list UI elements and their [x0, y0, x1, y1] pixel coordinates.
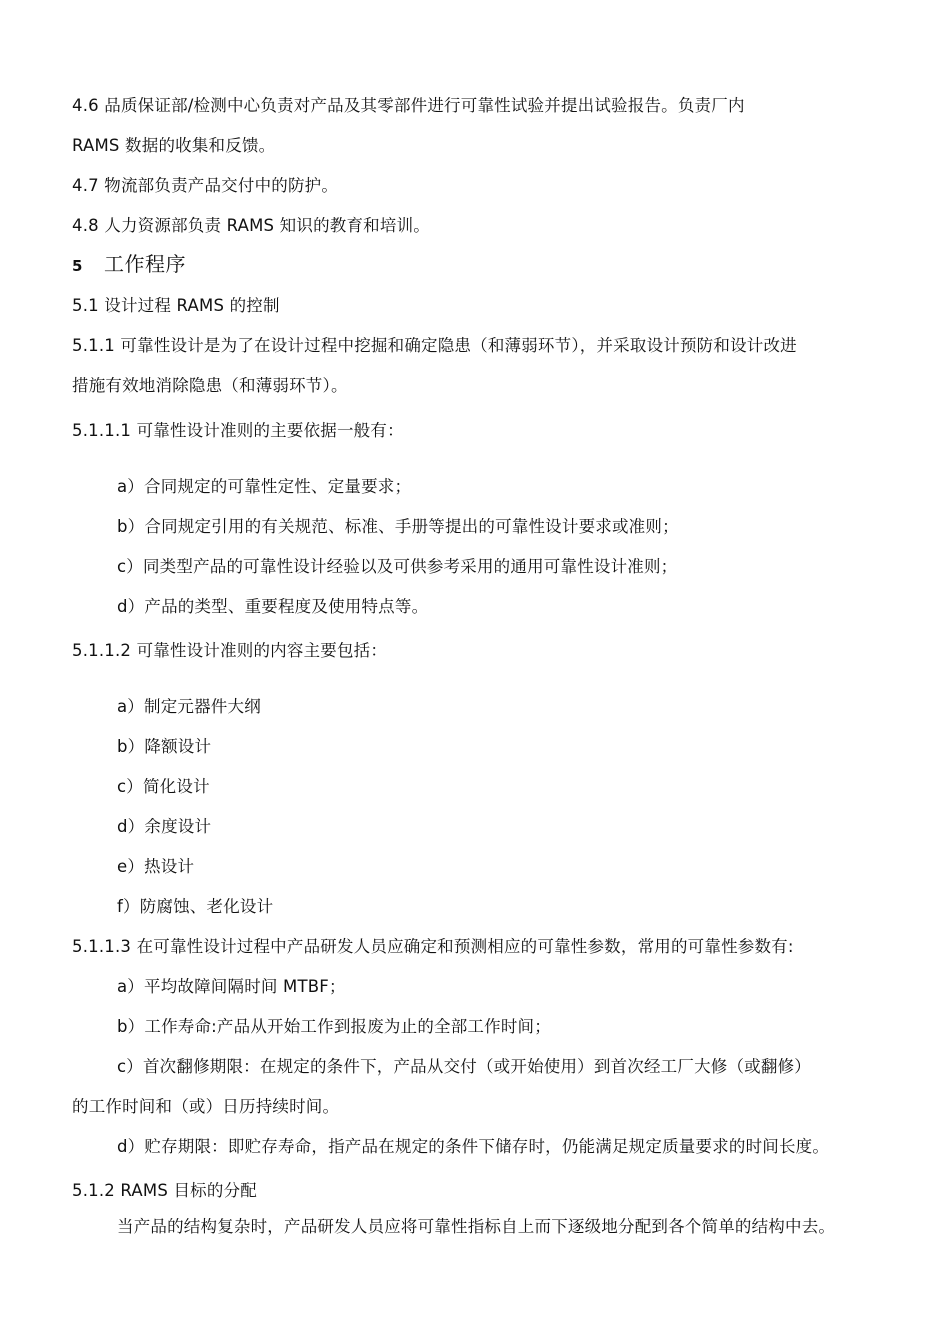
- para-5-1-1-3: 5.1.1.3 在可靠性设计过程中产品研发人员应确定和预测相应的可靠性参数，常用的可靠性参数有:: [72, 937, 794, 956]
- para-4-6-line2: RAMS 数据的收集和反馈。: [72, 136, 276, 155]
- list2-item-e: e）热设计: [117, 857, 195, 876]
- list2-item-d: d）余度设计: [117, 817, 212, 836]
- para-5-1-2: 5.1.2 RAMS 目标的分配: [72, 1181, 257, 1200]
- list2-item-f: f）防腐蚀、老化设计: [117, 897, 274, 916]
- para-4-6-line1: 4.6 品质保证部/检测中心负责对产品及其零部件进行可靠性试验并提出试验报告。负责厂内: [72, 96, 745, 115]
- para-5-1-1-2: 5.1.1.2 可靠性设计准则的内容主要包括：: [72, 641, 388, 660]
- list3-item-d: d）贮存期限：即贮存寿命，指产品在规定的条件下储存时，仍能满足规定质量要求的时间长度。: [117, 1137, 830, 1156]
- para-5-1-1-line2: 措施有效地消除隐患（和薄弱环节）。: [72, 376, 348, 395]
- para-5-1-1-line1: 5.1.1 可靠性设计是为了在设计过程中挖掘和确定隐患（和薄弱环节），并采取设计预防和设计改进: [72, 336, 797, 355]
- section-5-number: 5: [72, 257, 83, 275]
- list3-item-a: a）平均故障间隔时间 MTBF；: [117, 977, 346, 996]
- list3-item-b: b）工作寿命:产品从开始工作到报废为止的全部工作时间；: [117, 1017, 551, 1036]
- para-4-8: 4.8 人力资源部负责 RAMS 知识的教育和培训。: [72, 216, 430, 235]
- list-item-d: d）产品的类型、重要程度及使用特点等。: [117, 597, 429, 616]
- para-5-1-2-body: 当产品的结构复杂时，产品研发人员应将可靠性指标自上而下逐级地分配到各个简单的结构中去。: [117, 1217, 836, 1236]
- para-5-1-1-1: 5.1.1.1 可靠性设计准则的主要依据一般有：: [72, 421, 404, 440]
- list3-item-c-line2: 的工作时间和（或）日历持续时间。: [72, 1097, 340, 1116]
- list2-item-b: b）降额设计: [117, 737, 212, 756]
- list2-item-a: a）制定元器件大纲: [117, 697, 261, 716]
- list-item-a: a）合同规定的可靠性定性、定量要求；: [117, 477, 412, 496]
- list3-item-c-line1: c）首次翻修期限：在规定的条件下，产品从交付（或开始使用）到首次经工厂大修（或翻修）: [117, 1057, 811, 1076]
- list-item-c: c）同类型产品的可靠性设计经验以及可供参考采用的通用可靠性设计准则；: [117, 557, 678, 576]
- para-4-7: 4.7 物流部负责产品交付中的防护。: [72, 176, 339, 195]
- para-5-1: 5.1 设计过程 RAMS 的控制: [72, 296, 280, 315]
- list-item-b: b）合同规定引用的有关规范、标准、手册等提出的可靠性设计要求或准则；: [117, 517, 679, 536]
- list2-item-c: c）简化设计: [117, 777, 210, 796]
- section-5-title: 工作程序: [104, 252, 186, 276]
- section-5-heading: [72, 253, 186, 277]
